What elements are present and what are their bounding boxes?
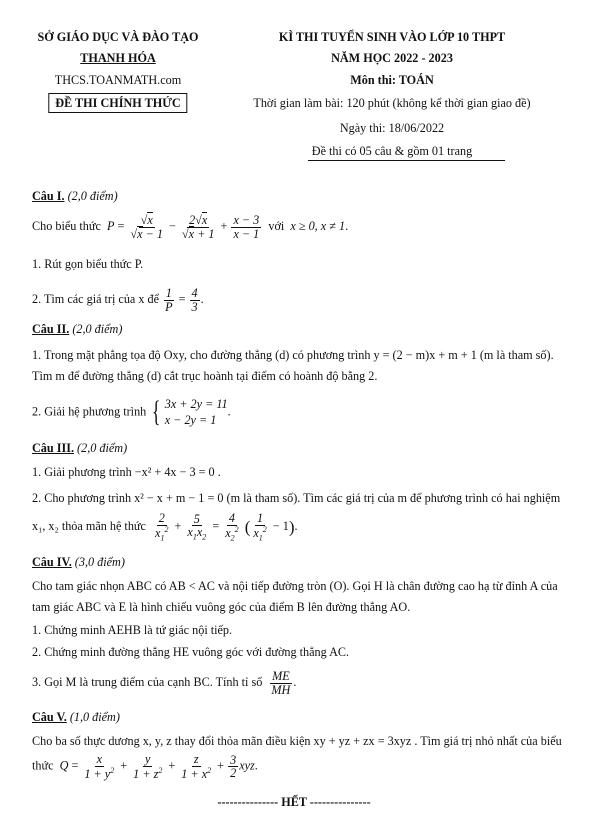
q1-label: Câu I. <box>32 189 65 203</box>
q1-cond-prefix: với <box>268 219 285 234</box>
q1-part2-line: 2. Tìm các giá trị của x để $\frac{1}{P}$ = $\frac{4}{3}$ . <box>32 286 204 314</box>
exam-title: KÌ THI TUYỂN SINH VÀO LỚP 10 THPT <box>278 30 506 44</box>
q4-intro-b: tam giác ABC và E là hình chiếu vuông góc của điểm B lên đường thẳng AO. <box>32 600 411 614</box>
q1-frac-3: $\frac{x - 3}{x - 1}$ <box>233 213 260 241</box>
website: THCS.TOANMATH.com <box>54 73 182 87</box>
q5-intro: Cho ba số thực dương x, y, z thay đổi thỏa mãn điều kiện xy + yz + zx = 3xyz . Tìm giá trị nhỏ nhất của biểu <box>32 734 562 748</box>
q3-part1: 1. Giải phương trình −x² + 4x − 3 = 0 . <box>32 465 221 479</box>
q2-part1-a: 1. Trong mặt phẳng tọa độ Oxy, cho đường thẳng (d) có phương trình y = (2 − m)x + m + 1 (m là tham số). <box>32 348 554 362</box>
q2-part2: 2. Giải hệ phương trình <box>32 404 147 419</box>
q3-points: (2,0 điểm) <box>77 441 128 455</box>
q2-eq1: 3x + 2y = 11 <box>164 397 228 411</box>
q5-expression-line: thức Q = $\frac{x}{1 + y^2}$ + $\frac{y}{1 + z^2}$ + $\frac{z}{1 + x^2}$ + $\frac{3}{2}$ xyz. <box>32 752 258 781</box>
q4-intro-a: Cho tam giác nhọn ABC có AB < AC và nội tiếp đường tròn (O). Gọi H là chân đường cao hạ từ đỉnh A của <box>32 579 558 593</box>
q2-eq2: x − 2y = 1 <box>164 413 217 428</box>
q3-part2-a: 2. Cho phương trình x² − x + m − 1 = 0 (m là tham số). Tìm các giá trị của m để phương trình có hai nghiệm <box>32 491 561 505</box>
q4-ratio-num: ME <box>272 669 290 683</box>
duration: Thời gian làm bài: 120 phút (không kể thời gian giao đề) <box>253 96 531 110</box>
q5-points: (1,0 điểm) <box>69 710 120 724</box>
q1-frac-2: $\frac{2√x}{√x + 1}$ <box>181 213 215 241</box>
q5-heading <box>32 710 120 725</box>
q2-system: { 3x + 2y = 11 x − 2y = 1 <box>152 395 228 429</box>
school-year: NĂM HỌC 2022 - 2023 <box>331 51 453 65</box>
q3-label: Câu III. <box>32 441 74 455</box>
q1-intro: Cho biểu thức <box>32 219 101 234</box>
q1-part1: 1. Rút gọn biểu thức P. <box>32 257 144 271</box>
q1-expression-line: Cho biểu thức P = $\frac{√x}{√x - 1}$ − $\frac{2√x}{√x + 1}$ + $\frac{x - 3}{x - 1}$ với x ≥ 0, x ≠ 1. <box>32 213 349 241</box>
q1-points: (2,0 điểm) <box>67 189 118 203</box>
q4-ratio-den: MH <box>271 682 291 697</box>
q2-heading <box>32 322 122 337</box>
province-name: THANH HÓA <box>80 51 156 65</box>
q4-label: Câu IV. <box>32 555 72 569</box>
q1-frac-1: $\frac{√x}{√x - 1}$ <box>130 213 163 241</box>
exam-date: Ngày thi: 18/06/2022 <box>339 121 445 135</box>
q1-condition: x ≥ 0, x ≠ 1 <box>287 219 346 234</box>
q4-part2: 2. Chứng minh đường thẳng HE vuông góc với đường thẳng AC. <box>32 645 350 659</box>
q2-part2-line: 2. Giải hệ phương trình { 3x + 2y = 11 x − 2y = 1 . <box>32 395 231 429</box>
q3-part2-b: x₁, x₂ thỏa mãn hệ thức <box>32 519 146 534</box>
q4-part3: 3. Gọi M là trung điểm của cạnh BC. Tính tỉ số <box>32 675 263 690</box>
q4-part3-line: 3. Gọi M là trung điểm của cạnh BC. Tính tỉ số $\frac{ME}{MH}$ . <box>32 669 297 697</box>
q3-heading <box>32 441 127 456</box>
q5-expr-prefix: thức <box>32 758 54 773</box>
header-rule <box>308 160 505 161</box>
q1-heading <box>32 189 118 204</box>
end-marker: --------------- HẾT --------------- <box>217 795 371 809</box>
dept-name: SỞ GIÁO DỤC VÀ ĐÀO TẠO <box>37 30 199 44</box>
pages-note: Đề thi có 05 câu & gồm 01 trang <box>311 144 473 158</box>
q2-points: (2,0 điểm) <box>72 322 123 336</box>
q4-part1: 1. Chứng minh AEHB là tứ giác nội tiếp. <box>32 623 233 637</box>
q2-part1-b: Tìm m để đường thẳng (d) cắt trục hoành tại điểm có hoành độ bằng 2. <box>32 369 378 383</box>
q4-ratio <box>269 670 292 697</box>
q1-part2: 2. Tìm các giá trị của x để <box>32 292 160 307</box>
q4-heading <box>32 555 125 570</box>
q3-part2-b-line: x₁, x₂ thỏa mãn hệ thức $\frac{2}{x_1^2}$ + $\frac{5}{x_1x_2}$ = $\frac{4}{x_2^2}$ ( $\frac{1}{x_1^2}$ − 1). <box>32 511 298 543</box>
q4-points: (3,0 điểm) <box>74 555 125 569</box>
q2-label: Câu II. <box>32 322 70 336</box>
subject: Môn thi: TOÁN <box>350 73 434 87</box>
q5-label: Câu V. <box>32 710 67 724</box>
official-label: ĐỀ THI CHÍNH THỨC <box>48 93 187 113</box>
